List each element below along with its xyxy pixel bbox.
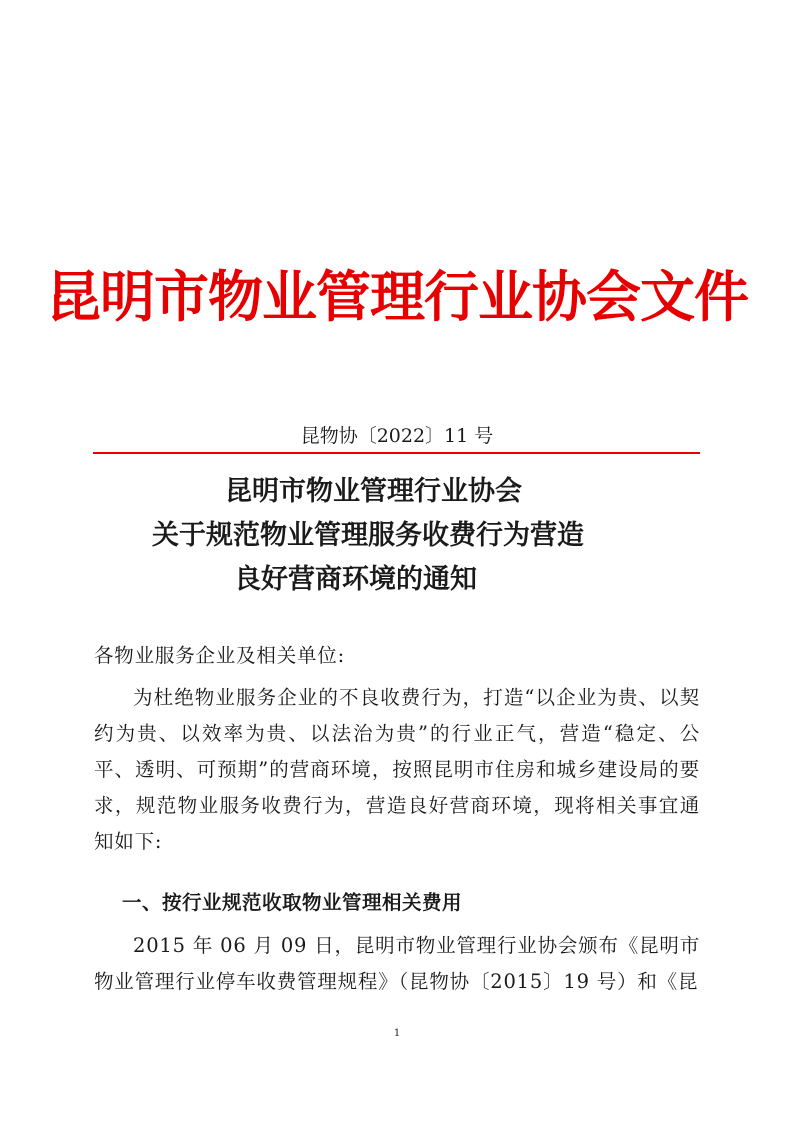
salutation: 各物业服务企业及相关单位: [94, 644, 345, 667]
body-paragraph-2: 2015 年 06 月 09 日，昆明市物业管理行业协会颁布《昆明市物业管理行业停车收费管理规程》（昆物协〔2015〕19 号）和《昆 [94, 934, 700, 993]
document-number: 昆物协〔2022〕11 号 [300, 425, 494, 447]
red-divider-rule [93, 452, 700, 454]
body-paragraph-1: 为杜绝物业服务企业的不良收费行为，打造“以企业为贵、以契约为贵、以效率为贵、以法治为贵”的行业正气，营造“稳定、公平、透明、可预期”的营商环境，按照昆明市住房和城乡建设局的要求，规范物业服务收费行为，营造良好营商环境，现将相关事宜通知如下: [94, 686, 700, 853]
page-number: 1 [393, 1028, 401, 1039]
notice-title-line-3: 良好营商环境的通知 [234, 564, 477, 595]
notice-title-line-2: 关于规范物业管理服务收费行为营造 [152, 520, 584, 551]
document-header-title: 昆明市物业管理行业协会文件 [45, 264, 748, 329]
section-heading-1: 一、按行业规范收取物业管理相关费用 [122, 891, 463, 914]
notice-title-line-1: 昆明市物业管理行业协会 [225, 476, 522, 507]
